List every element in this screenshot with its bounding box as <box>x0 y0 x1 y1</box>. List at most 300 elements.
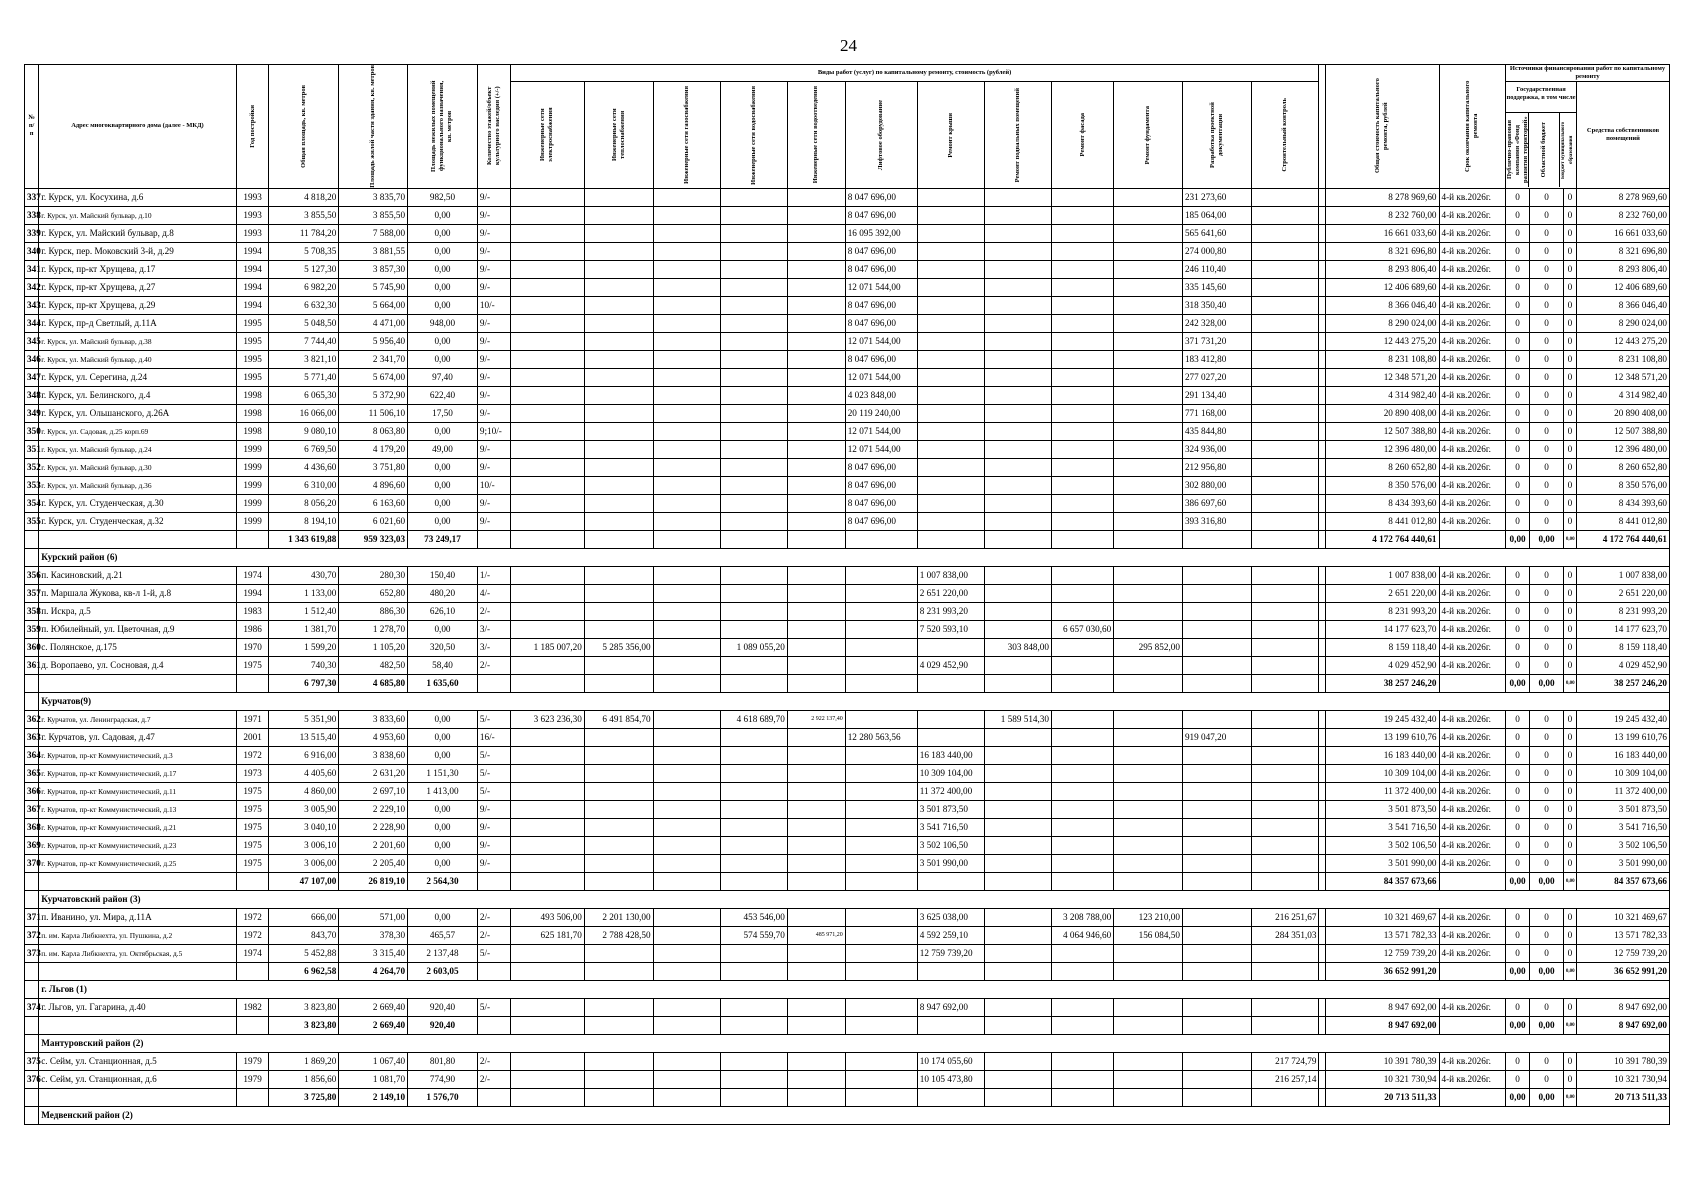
cell-w3 <box>653 278 721 296</box>
cell-w8 <box>985 350 1052 368</box>
capital-repair-table <box>24 64 1670 1125</box>
cell-f4: 8 947 692,00 <box>1577 1016 1670 1034</box>
cell-w3 <box>653 764 721 782</box>
cell-f1: 0,00 <box>1506 1088 1530 1106</box>
cell-f1: 0 <box>1506 260 1530 278</box>
cell-f1: 0 <box>1506 422 1530 440</box>
cell-f3: 0,00 <box>1563 1016 1576 1034</box>
cell-w3 <box>653 530 721 548</box>
cell-w6 <box>845 926 917 944</box>
cell-f3: 0 <box>1563 494 1576 512</box>
cell-w8 <box>985 260 1052 278</box>
cell-no: 338 <box>25 206 39 224</box>
cell-w8 <box>985 836 1052 854</box>
cell-w11 <box>1182 908 1251 926</box>
table-row <box>25 584 1670 602</box>
cell-w6: 4 023 848,00 <box>845 386 917 404</box>
cell-f4: 8 441 012,80 <box>1577 512 1670 530</box>
cell-year: 2001 <box>236 728 269 746</box>
cell-f4: 14 177 623,70 <box>1577 620 1670 638</box>
cell-w1 <box>510 944 584 962</box>
cell-w8: 1 589 514,30 <box>985 710 1052 728</box>
cell-a3: 0,00 <box>408 728 478 746</box>
cell-w6: 20 119 240,00 <box>845 404 917 422</box>
page-number: 24 <box>840 36 857 55</box>
cell-w9 <box>1051 998 1113 1016</box>
cell-w12 <box>1251 224 1319 242</box>
cell-addr: г. Курск, ул. Майский бульвар, д.10 <box>39 206 237 224</box>
cell-w12 <box>1251 764 1319 782</box>
cell-term: 4-й кв.2026г. <box>1439 242 1506 260</box>
cell-w5 <box>787 350 845 368</box>
cell-w2 <box>584 404 653 422</box>
cell-a2: 3 838,60 <box>339 746 408 764</box>
cell-w7 <box>917 332 985 350</box>
cell-a1: 47 107,00 <box>269 872 339 890</box>
col-area-nonres: Площадь нежилых помещений функционального назначения, кв. метров <box>408 65 478 189</box>
subtotal-row <box>25 530 1670 548</box>
cell-w12 <box>1251 368 1319 386</box>
cell-f3: 0,00 <box>1563 1088 1576 1106</box>
cell-w5 <box>787 476 845 494</box>
cell-a1: 5 452,88 <box>269 944 339 962</box>
cell-w10 <box>1114 944 1183 962</box>
cell-a3: 49,00 <box>408 440 478 458</box>
cell-w8 <box>985 746 1052 764</box>
cell-w7 <box>917 368 985 386</box>
cell-f2: 0,00 <box>1530 872 1564 890</box>
cell-term <box>1439 1088 1506 1106</box>
cell-year <box>236 1016 269 1034</box>
cell-f2: 0 <box>1530 368 1564 386</box>
cell-f1: 0 <box>1506 404 1530 422</box>
table-row <box>25 458 1670 476</box>
cell-w12 <box>1251 656 1319 674</box>
cell-w5 <box>787 656 845 674</box>
cell-fl: 10/- <box>477 476 510 494</box>
cell-w10 <box>1114 404 1183 422</box>
cell-total: 10 321 730,94 <box>1326 1070 1440 1088</box>
cell-w4 <box>721 278 788 296</box>
cell-w9: 3 208 788,00 <box>1051 908 1113 926</box>
cell-w12 <box>1251 566 1319 584</box>
cell-w8 <box>985 674 1052 692</box>
cell-f4: 13 571 782,33 <box>1577 926 1670 944</box>
cell-f2: 0 <box>1530 584 1564 602</box>
cell-f1: 0 <box>1506 1070 1530 1088</box>
cell-f4: 13 199 610,76 <box>1577 728 1670 746</box>
cell-w12 <box>1251 206 1319 224</box>
cell-total: 19 245 432,40 <box>1326 710 1440 728</box>
cell-w4: 4 618 689,70 <box>721 710 788 728</box>
cell-w2 <box>584 530 653 548</box>
cell-a3: 0,00 <box>408 242 478 260</box>
cell-f1: 0 <box>1506 278 1530 296</box>
cell-term <box>1439 962 1506 980</box>
cell-addr: г. Курчатов, пр-кт Коммунистический, д.23 <box>39 836 237 854</box>
cell-w11 <box>1182 800 1251 818</box>
col-w12: Строительный контроль <box>1251 82 1319 188</box>
cell-fl: 3/- <box>477 638 510 656</box>
cell-f3: 0 <box>1563 314 1576 332</box>
cell-term: 4-й кв.2026г. <box>1439 332 1506 350</box>
state-support-group <box>1506 82 1577 188</box>
cell-addr: г. Курск, ул. Серегина, д.24 <box>39 368 237 386</box>
cell-total: 8 947 692,00 <box>1326 1016 1440 1034</box>
cell-w2 <box>584 422 653 440</box>
cell-w6 <box>845 746 917 764</box>
cell-w9 <box>1051 206 1113 224</box>
cell-f3: 0 <box>1563 476 1576 494</box>
cell-w11 <box>1182 854 1251 872</box>
cell-w9 <box>1051 314 1113 332</box>
cell-a1: 5 127,30 <box>269 260 339 278</box>
cell-a3: 320,50 <box>408 638 478 656</box>
cell-w9 <box>1051 332 1113 350</box>
cell-w5 <box>787 620 845 638</box>
cell-w5 <box>787 944 845 962</box>
cell-w2 <box>584 584 653 602</box>
cell-w4 <box>721 584 788 602</box>
cell-w3 <box>653 998 721 1016</box>
cell-f4: 38 257 246,20 <box>1577 674 1670 692</box>
cell-w9 <box>1051 368 1113 386</box>
cell-w10 <box>1114 386 1183 404</box>
cell-f4: 8 293 806,40 <box>1577 260 1670 278</box>
cell-total: 12 759 739,20 <box>1326 944 1440 962</box>
cell-a2: 5 674,00 <box>339 368 408 386</box>
cell-year: 1970 <box>236 638 269 656</box>
cell-w8 <box>985 602 1052 620</box>
cell-w12 <box>1251 530 1319 548</box>
cell-w2 <box>584 818 653 836</box>
district-group-row <box>25 692 1670 710</box>
cell-w12 <box>1251 494 1319 512</box>
district-label: Мантуровский район (2) <box>39 1034 1670 1052</box>
cell-w10 <box>1114 242 1183 260</box>
cell-fl <box>477 674 510 692</box>
cell-total: 8 947 692,00 <box>1326 998 1440 1016</box>
cell-a1: 3 725,80 <box>269 1088 339 1106</box>
cell-w5 <box>787 224 845 242</box>
cell-total: 8 260 652,80 <box>1326 458 1440 476</box>
cell-fl: 5/- <box>477 782 510 800</box>
cell-w5 <box>787 296 845 314</box>
cell-w5 <box>787 782 845 800</box>
cell-f3: 0 <box>1563 998 1576 1016</box>
cell-addr: п. Маршала Жукова, кв-л 1-й, д.8 <box>39 584 237 602</box>
cell-f2: 0,00 <box>1530 530 1564 548</box>
col-w7: Ремонт крыши <box>917 82 985 188</box>
cell-w6: 12 071 544,00 <box>845 422 917 440</box>
cell-a2: 7 588,00 <box>339 224 408 242</box>
cell-year: 1983 <box>236 602 269 620</box>
cell-total: 8 231 108,80 <box>1326 350 1440 368</box>
cell-w7 <box>917 224 985 242</box>
col-w3: Инженерные сети газоснабжения <box>653 82 721 188</box>
cell-f2: 0 <box>1530 458 1564 476</box>
cell-fl: 9/- <box>477 350 510 368</box>
cell-f2: 0 <box>1530 944 1564 962</box>
cell-a2: 4 953,60 <box>339 728 408 746</box>
cell-year: 1975 <box>236 818 269 836</box>
cell-w10 <box>1114 728 1183 746</box>
cell-total: 4 172 764 440,61 <box>1326 530 1440 548</box>
cell-f1: 0 <box>1506 314 1530 332</box>
cell-addr: г. Курчатов, пр-кт Коммунистический, д.11 <box>39 782 237 800</box>
cell-w2 <box>584 854 653 872</box>
cell-a2: 5 372,90 <box>339 386 408 404</box>
cell-a2: 3 855,50 <box>339 206 408 224</box>
cell-w3 <box>653 1016 721 1034</box>
cell-f4: 8 159 118,40 <box>1577 638 1670 656</box>
cell-no: 375 <box>25 1052 39 1070</box>
cell-no: 362 <box>25 710 39 728</box>
cell-f2: 0 <box>1530 638 1564 656</box>
cell-f1: 0 <box>1506 386 1530 404</box>
cell-term: 4-й кв.2026г. <box>1439 800 1506 818</box>
table-row <box>25 206 1670 224</box>
cell-w11: 212 956,80 <box>1182 458 1251 476</box>
cell-f4: 10 321 730,94 <box>1577 1070 1670 1088</box>
cell-w10 <box>1114 260 1183 278</box>
cell-w4 <box>721 566 788 584</box>
cell-w10 <box>1114 1052 1183 1070</box>
cell-w11: 565 641,60 <box>1182 224 1251 242</box>
cell-a3: 801,80 <box>408 1052 478 1070</box>
cell-w2 <box>584 1088 653 1106</box>
cell-w11 <box>1182 602 1251 620</box>
cell-f2: 0 <box>1530 404 1564 422</box>
cell-a2: 5 745,90 <box>339 278 408 296</box>
cell-fl <box>477 530 510 548</box>
table-row <box>25 944 1670 962</box>
table-row <box>25 1070 1670 1088</box>
cell-w3 <box>653 422 721 440</box>
cell-w8 <box>985 908 1052 926</box>
cell-no: 369 <box>25 836 39 854</box>
cell-fl: 9/- <box>477 242 510 260</box>
cell-w7 <box>917 674 985 692</box>
cell-w2: 2 201 130,00 <box>584 908 653 926</box>
cell-w11 <box>1182 674 1251 692</box>
cell-w7: 10 174 055,60 <box>917 1052 985 1070</box>
cell-fl: 9/- <box>477 836 510 854</box>
cell-a2: 2 341,70 <box>339 350 408 368</box>
cell-w5 <box>787 368 845 386</box>
table-row <box>25 728 1670 746</box>
cell-total: 2 651 220,00 <box>1326 584 1440 602</box>
cell-w2 <box>584 1052 653 1070</box>
cell-w12 <box>1251 1016 1319 1034</box>
cell-f1: 0 <box>1506 710 1530 728</box>
cell-f2: 0 <box>1530 314 1564 332</box>
cell-no: 350 <box>25 422 39 440</box>
cell-a3: 2 603,05 <box>408 962 478 980</box>
cell-w12 <box>1251 836 1319 854</box>
cell-term: 4-й кв.2026г. <box>1439 206 1506 224</box>
cell-w9 <box>1051 188 1113 206</box>
cell-year: 1995 <box>236 350 269 368</box>
cell-w4 <box>721 656 788 674</box>
cell-w11 <box>1182 656 1251 674</box>
col-f3: Бюджет муниципального образования <box>1561 120 1575 179</box>
cell-year: 1974 <box>236 566 269 584</box>
cell-w10: 295 852,00 <box>1114 638 1183 656</box>
cell-w2 <box>584 764 653 782</box>
cell-f3: 0,00 <box>1563 962 1576 980</box>
cell-no: 365 <box>25 764 39 782</box>
cell-w8 <box>985 620 1052 638</box>
cell-f3: 0 <box>1563 746 1576 764</box>
cell-total: 12 348 571,20 <box>1326 368 1440 386</box>
cell-w7 <box>917 476 985 494</box>
cell-total: 8 159 118,40 <box>1326 638 1440 656</box>
cell-w12 <box>1251 746 1319 764</box>
cell-w6: 12 071 544,00 <box>845 368 917 386</box>
cell-no: 354 <box>25 494 39 512</box>
cell-w1 <box>510 476 584 494</box>
cell-addr <box>39 872 237 890</box>
cell-year: 1999 <box>236 494 269 512</box>
cell-addr: г. Курск, пр-кт Хрущева, д.17 <box>39 260 237 278</box>
cell-term: 4-й кв.2026г. <box>1439 782 1506 800</box>
cell-w7: 8 231 993,20 <box>917 602 985 620</box>
cell-w5: 485 971,20 <box>787 926 845 944</box>
cell-fl: 16/- <box>477 728 510 746</box>
cell-w1 <box>510 494 584 512</box>
cell-f2: 0 <box>1530 296 1564 314</box>
cell-w12 <box>1251 242 1319 260</box>
cell-f1: 0,00 <box>1506 530 1530 548</box>
cell-w12: 217 724,79 <box>1251 1052 1319 1070</box>
cell-w2 <box>584 944 653 962</box>
cell-w4 <box>721 512 788 530</box>
cell-f4: 12 759 739,20 <box>1577 944 1670 962</box>
cell-f3: 0 <box>1563 800 1576 818</box>
fin-group-header: Источники финансирования работ по капитальному ремонту <box>1506 65 1670 82</box>
cell-f3: 0 <box>1563 296 1576 314</box>
cell-w7: 4 029 452,90 <box>917 656 985 674</box>
cell-year: 1993 <box>236 188 269 206</box>
cell-a3: 2 137,48 <box>408 944 478 962</box>
cell-term: 4-й кв.2026г. <box>1439 224 1506 242</box>
cell-w10: 156 084,50 <box>1114 926 1183 944</box>
cell-a1: 1 856,60 <box>269 1070 339 1088</box>
cell-term: 4-й кв.2026г. <box>1439 620 1506 638</box>
cell-a1: 6 916,00 <box>269 746 339 764</box>
cell-w6 <box>845 1070 917 1088</box>
cell-year: 1972 <box>236 926 269 944</box>
cell-w3 <box>653 926 721 944</box>
cell-addr: г. Курск, ул. Майский бульвар, д.30 <box>39 458 237 476</box>
cell-a3: 0,00 <box>408 458 478 476</box>
cell-w2 <box>584 242 653 260</box>
cell-a1: 3 006,00 <box>269 854 339 872</box>
cell-w8 <box>985 476 1052 494</box>
cell-w5 <box>787 962 845 980</box>
cell-no: 357 <box>25 584 39 602</box>
table-row <box>25 314 1670 332</box>
cell-a3: 774,90 <box>408 1070 478 1088</box>
cell-term <box>1439 530 1506 548</box>
cell-f2: 0 <box>1530 602 1564 620</box>
cell-f1: 0 <box>1506 512 1530 530</box>
col-w10: Ремонт фундамента <box>1114 82 1183 188</box>
cell-a1: 3 040,10 <box>269 818 339 836</box>
cell-a1: 1 599,20 <box>269 638 339 656</box>
cell-fl: 2/- <box>477 656 510 674</box>
cell-w8 <box>985 1088 1052 1106</box>
cell-w2 <box>584 188 653 206</box>
cell-w1 <box>510 458 584 476</box>
cell-w4 <box>721 242 788 260</box>
cell-a3: 0,00 <box>408 476 478 494</box>
cell-w9 <box>1051 962 1113 980</box>
cell-w12 <box>1251 512 1319 530</box>
cell-w5 <box>787 1088 845 1106</box>
cell-w2 <box>584 998 653 1016</box>
cell-w1 <box>510 314 584 332</box>
cell-year <box>236 674 269 692</box>
cell-w5 <box>787 242 845 260</box>
cell-w4 <box>721 782 788 800</box>
cell-addr <box>39 1016 237 1034</box>
state-support-header: Государственная поддержка, в том числе <box>1506 84 1576 113</box>
cell-no: 340 <box>25 242 39 260</box>
cell-w9 <box>1051 800 1113 818</box>
cell-w2 <box>584 1016 653 1034</box>
col-w1: Инженерные сети электроснабжения <box>510 82 584 188</box>
col-w4: Инженерные сети водоснабжения <box>721 82 788 188</box>
cell-w5 <box>787 584 845 602</box>
cell-a3: 1 413,00 <box>408 782 478 800</box>
cell-fl: 2/- <box>477 602 510 620</box>
cell-w11 <box>1182 746 1251 764</box>
cell-a2: 2 149,10 <box>339 1088 408 1106</box>
cell-term: 4-й кв.2026г. <box>1439 566 1506 584</box>
cell-fl <box>477 1016 510 1034</box>
cell-w3 <box>653 332 721 350</box>
cell-f3: 0 <box>1563 458 1576 476</box>
cell-w3 <box>653 1070 721 1088</box>
cell-w1 <box>510 1088 584 1106</box>
cell-f2: 0 <box>1530 512 1564 530</box>
cell-f1: 0 <box>1506 926 1530 944</box>
cell-fl: 9/- <box>477 332 510 350</box>
cell-w1 <box>510 674 584 692</box>
cell-w2 <box>584 260 653 278</box>
cell-w9 <box>1051 494 1113 512</box>
table-header <box>25 65 1670 189</box>
cell-w12 <box>1251 800 1319 818</box>
cell-w1 <box>510 386 584 404</box>
cell-w12 <box>1251 962 1319 980</box>
cell-w12 <box>1251 260 1319 278</box>
cell-w6: 12 071 544,00 <box>845 440 917 458</box>
cell-a2: 2 201,60 <box>339 836 408 854</box>
cell-w8 <box>985 188 1052 206</box>
cell-w8 <box>985 242 1052 260</box>
cell-f4: 11 372 400,00 <box>1577 782 1670 800</box>
cell-total: 10 391 780,39 <box>1326 1052 1440 1070</box>
cell-w4 <box>721 836 788 854</box>
cell-f2: 0 <box>1530 494 1564 512</box>
cell-f1: 0 <box>1506 494 1530 512</box>
cell-w3 <box>653 656 721 674</box>
cell-a2: 4 685,80 <box>339 674 408 692</box>
cell-f1: 0 <box>1506 440 1530 458</box>
